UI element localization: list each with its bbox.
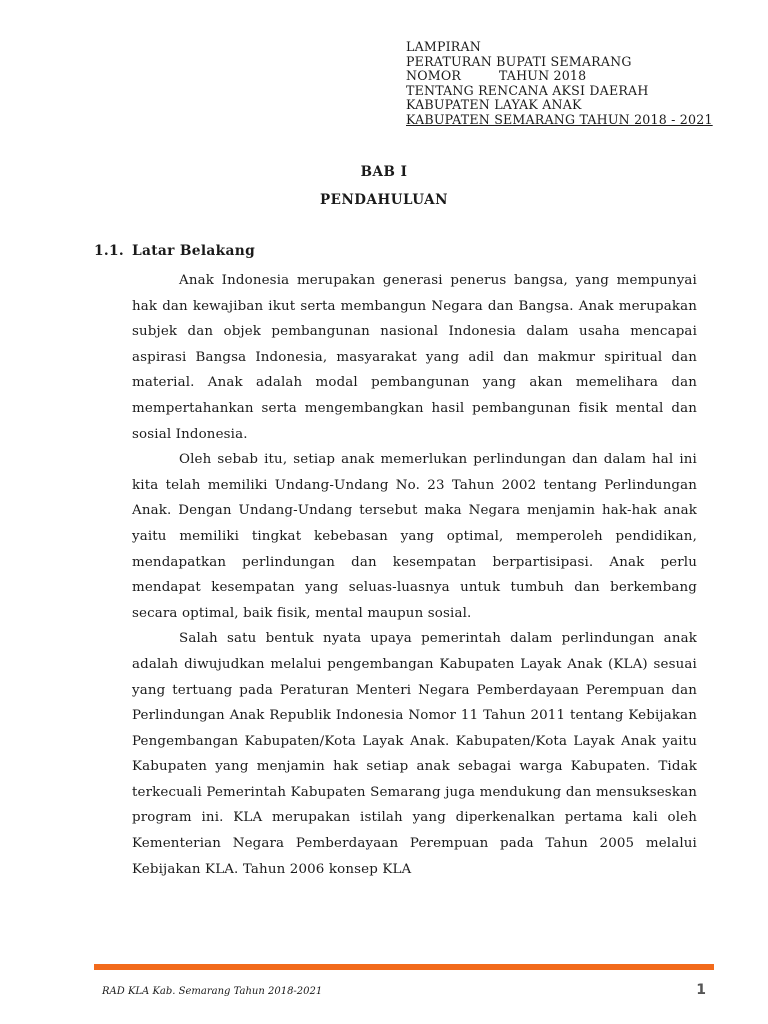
header-line-kla: KABUPATEN LAYAK ANAK: [406, 97, 582, 113]
section-title: Latar Belakang: [132, 243, 256, 259]
attachment-header: [406, 40, 713, 128]
paragraph-1: Anak Indonesia merupakan generasi penerus bangsa, yang mempunyai hak dan kewajiban ikut serta membangun Negara dan Bangsa. Anak merupakan subjek dan objek pembangunan nasional Indonesia dalam usaha mencapai aspirasi Bangsa Indonesia, masyarakat yang adil dan makmur spiritual dan material. Anak adalah modal pembangunan yang akan memelihara dan mempertahankan serta mengembangkan hasil pembangunan fisik mental dan sosial Indonesia.: [132, 273, 697, 442]
header-line-subject: TENTANG RENCANA AKSI DAERAH: [406, 82, 649, 98]
header-line-period: KABUPATEN SEMARANG TAHUN 2018 - 2021: [406, 111, 713, 127]
footer-text: RAD KLA Kab. Semarang Tahun 2018-2021: [102, 986, 323, 997]
section-heading: [94, 243, 255, 259]
chapter-title: PENDAHULUAN: [320, 192, 448, 208]
chapter-label: BAB I: [360, 164, 408, 180]
header-line-lampiran: LAMPIRAN: [406, 39, 481, 54]
body-text: [132, 268, 697, 882]
footer-rule: [94, 964, 714, 970]
paragraph-2: Oleh sebab itu, setiap anak memerlukan perlindungan dan dalam hal ini kita telah memiliki Undang-Undang No. 23 Tahun 2002 tentang Perlindungan Anak. Dengan Undang-Undang tersebut maka Negara menjamin hak-hak anak yaitu memiliki tingkat kebebasan yang optimal, memperoleh pendidikan, mendapatkan perlindungan dan kesempatan berpartisipasi. Anak perlu mendapat kesempatan yang seluas-luasnya untuk tumbuh dan berkembang secara optimal, baik fisik, mental maupun sosial.: [132, 452, 697, 621]
paragraph-3: Salah satu bentuk nyata upaya pemerintah dalam perlindungan anak adalah diwujudkan melalui pengembangan Kabupaten Layak Anak (KLA) sesuai yang tertuang pada Peraturan Menteri Negara Pemberdayaan Perempuan dan Perlindungan Anak Republik Indonesia Nomor 11 Tahun 2011 tentang Kebijakan Pengembangan Kabupaten/Kota Layak Anak. Kabupaten/Kota Layak Anak yaitu Kabupaten yang menjamin hak setiap anak sebagai warga Kabupaten. Tidak terkecuali Pemerintah Kabupaten Semarang juga mendukung dan mensukseskan program ini. KLA merupakan istilah yang diperkenalkan pertama kali oleh Kementerian Negara Pemberdayaan Perempuan pada Tahun 2005 melalui Kebijakan KLA. Tahun 2006 konsep KLA: [132, 631, 697, 877]
page-number: 1: [696, 982, 706, 998]
header-line-regulation: PERATURAN BUPATI SEMARANG: [406, 53, 632, 69]
header-line-number-year: NOMOR TAHUN 2018: [406, 68, 587, 84]
section-number: 1.1.: [94, 243, 125, 259]
